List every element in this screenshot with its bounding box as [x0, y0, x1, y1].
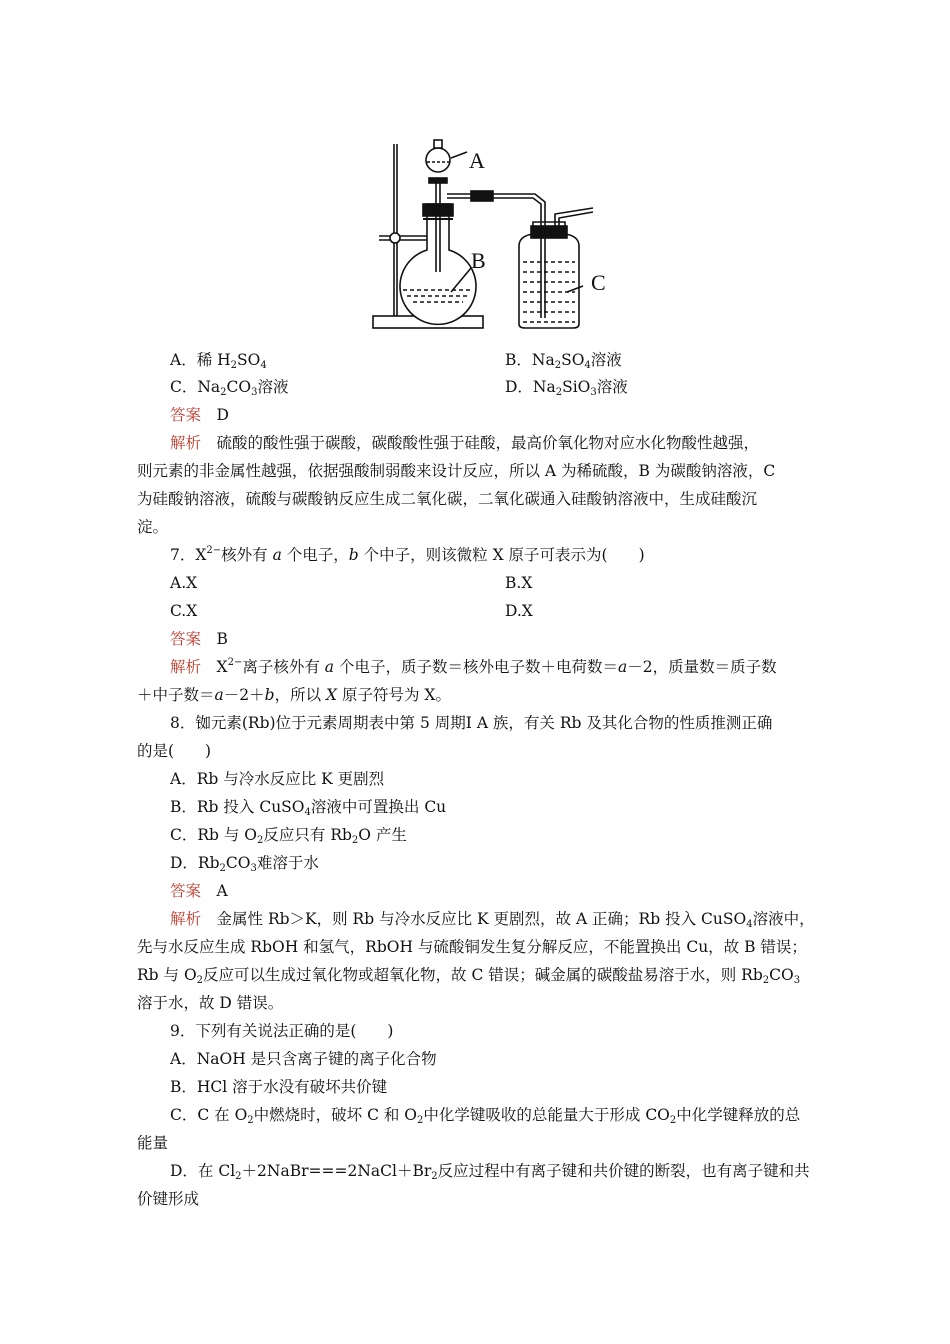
q9-option-d-l2: 价键形成	[137, 1190, 200, 1208]
q8-stem-l1: 8．铷元素(Rb)位于元素周期表中第 5 周期Ⅰ A 族，有关 Rb 及其化合物的性质推测正确	[170, 714, 773, 732]
q7-answer	[170, 629, 228, 649]
q6-analysis-l3: 为硅酸钠溶液，硫酸与碳酸钠反应生成二氧化碳，二氧化碳通入硅酸钠溶液中，生成硅酸沉	[137, 490, 758, 508]
answer-value: B	[216, 630, 228, 648]
q6-option-c[interactable]: C．$Na_2CO_3$溶液	[170, 378, 289, 398]
q7-analysis-l2: ＋中子数＝a－2＋b，所以 X 原子符号为 X。	[137, 686, 451, 704]
bottle-stopper	[531, 226, 567, 238]
q8-analysis-l2: 先与水反应生成 RbOH 和氢气，RbOH 与硫酸铜发生复分解反应，不能置换出 Cu，故 B 错误；	[137, 938, 807, 956]
answer-label: 答案	[170, 630, 202, 648]
q7-analysis-l1: 解析 $X^{2-}$离子核外有 a 个电子，质子数＝核外电子数＋电荷数＝a－2，质量数＝质子数	[170, 657, 777, 676]
analysis-label: 解析	[170, 910, 202, 928]
q7-options-row1	[170, 573, 790, 593]
analysis-label: 解析	[170, 434, 202, 452]
flask-stopper	[423, 204, 453, 216]
q8-option-a[interactable]: A．Rb 与冷水反应比 K 更剧烈	[170, 770, 385, 788]
apparatus-diagram	[367, 122, 629, 344]
label-b: B	[471, 248, 486, 273]
q7-stem: 7．$X^{2-}$核外有 a 个电子，b 个中子，则该微粒 X 原子可表示为( )	[170, 545, 645, 564]
q9-option-a[interactable]: A．NaOH 是只含离子键的离子化合物	[170, 1050, 437, 1068]
q9-option-b[interactable]: B．HCl 溶于水没有破坏共价键	[170, 1078, 388, 1096]
q8-analysis-l3: Rb 与 $O_2$反应可以生成过氧化物或超氧化物，故 C 错误；碱金属的碳酸盐易溶于水，则 $Rb_2CO_3$	[137, 966, 801, 986]
q8-option-d[interactable]: D．$Rb_2CO_3$难溶于水	[170, 854, 319, 874]
q6-analysis-l4: 淀。	[137, 518, 169, 536]
label-c: C	[591, 270, 606, 295]
q6-answer	[170, 405, 229, 425]
answer-label: 答案	[170, 882, 202, 900]
q9-option-c[interactable]: C．C 在 $O_2$中燃烧时，破坏 C 和 $O_2$中化学键吸收的总能量大于形成 $CO_2$中化学键释放的总	[170, 1106, 801, 1126]
q8-option-c[interactable]: C．Rb 与 $O_2$反应只有 $Rb_2O$ 产生	[170, 826, 407, 846]
q6-options-row2	[170, 377, 790, 397]
q9-option-d[interactable]: D．在 $Cl_2+2NaBr===2NaCl+Br_2$反应过程中有离子键和共价键的断裂，也有离子键和共	[170, 1162, 810, 1182]
q7-option-c[interactable]: C.X	[170, 602, 198, 620]
analysis-label: 解析	[170, 658, 202, 676]
q8-analysis-l1: 解析 金属性 Rb＞K，则 Rb 与冷水反应比 K 更剧烈，故 A 正确；Rb 投入 CuSO$_4$溶液中，	[170, 910, 815, 930]
q8-option-b[interactable]: B．Rb 投入 CuSO$_4$溶液中可置换出 Cu	[170, 798, 447, 818]
q6-option-b[interactable]: B．$Na_2SO_4$溶液	[505, 351, 622, 371]
q7-options-row2	[170, 601, 790, 621]
q6-option-d[interactable]: D．$Na_2SiO_3$溶液	[505, 378, 628, 398]
answer-value: A	[216, 882, 228, 900]
answer-value: D	[216, 406, 229, 424]
label-a: A	[469, 148, 485, 173]
q7-option-d[interactable]: D.X	[505, 602, 533, 620]
separatory-funnel	[426, 148, 450, 172]
q8-analysis-l4: 溶于水，故 D 错误。	[137, 994, 284, 1012]
q7-option-a[interactable]: A.X	[170, 574, 198, 592]
q9-option-c-l2: 能量	[137, 1134, 169, 1152]
q6-analysis-l2: 则元素的非金属性越强，依据强酸制弱酸来设计反应，所以 A 为稀硫酸，B 为碳酸钠溶液，C	[137, 462, 776, 480]
rubber-connector	[471, 191, 493, 201]
q6-analysis-l1: 解析 硫酸的酸性强于碳酸，碳酸酸性强于硅酸，最高价氧化物对应水化物酸性越强，	[170, 434, 760, 452]
q6-option-a[interactable]: A．稀 $H_2SO_4$	[170, 351, 267, 371]
q6-options-row1	[170, 350, 790, 370]
q8-stem-l2: 的是( )	[137, 742, 212, 760]
q7-option-b[interactable]: B.X	[505, 574, 533, 592]
clamp-knob	[390, 233, 400, 243]
round-flask	[400, 204, 476, 324]
q9-stem: 9．下列有关说法正确的是( )	[170, 1022, 394, 1040]
q8-answer	[170, 881, 228, 901]
funnel-stopcock	[429, 178, 447, 183]
answer-label: 答案	[170, 406, 202, 424]
